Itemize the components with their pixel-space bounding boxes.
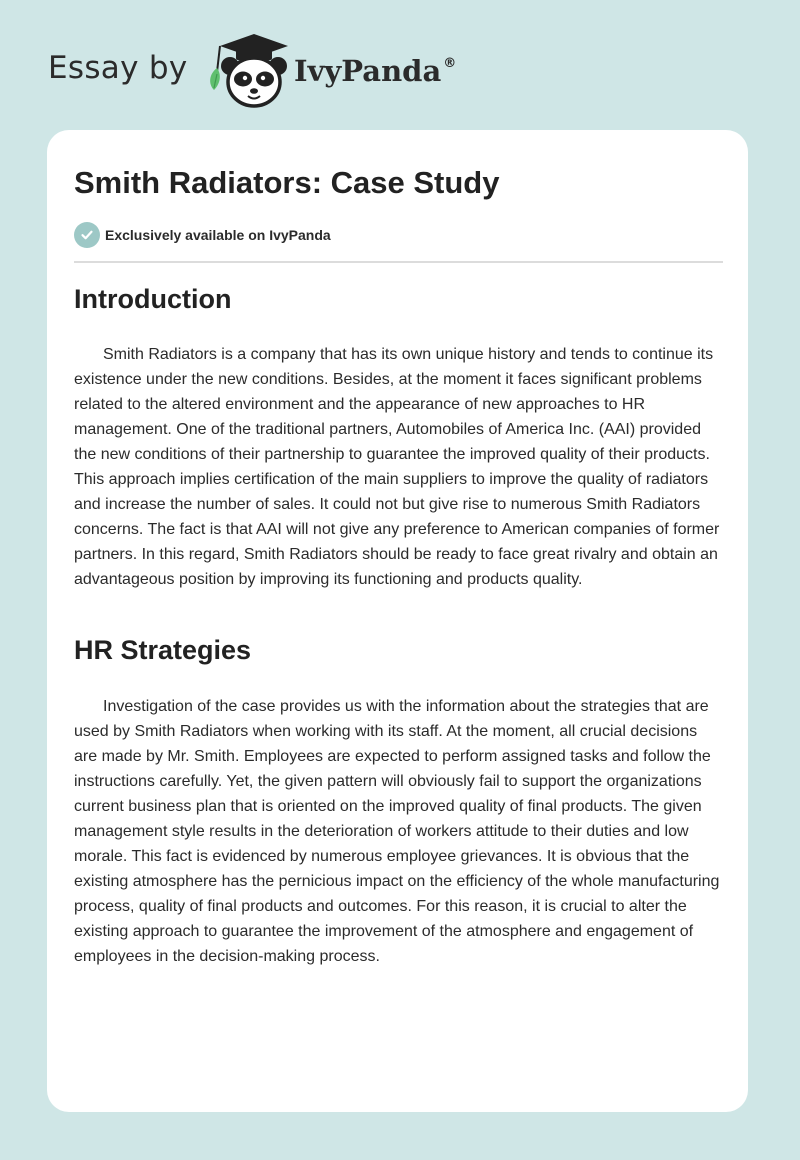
page-title: Smith Radiators: Case Study [74,165,500,200]
section-heading-introduction: Introduction [74,284,232,314]
article-card [47,130,748,1112]
essay-by-label: Essay by [48,50,188,86]
divider [74,261,723,263]
check-icon [74,222,100,248]
exclusive-badge [74,222,331,248]
panda-graduate-icon[interactable] [200,30,292,110]
section-heading-hr-strategies: HR Strategies [74,635,252,665]
brand-text: IvyPanda [294,54,442,88]
brand-name[interactable] [294,54,456,88]
section-paragraph-hr-strategies: Investigation of the case provides us with the information about the strategies that are used by Smith Radiators when working with its staff. At the moment, all crucial decisions are made by Mr. Smith. Employees are expected to perform assigned tasks and follow the instructions carefully. Yet, the given pattern will obviously fail to support the organizations current business plan that is oriented on the improved quality of final products. The given management style results in the deterioration of workers attitude to their duties and low morale. This fact is evidenced by numerous employee grievances. It is obvious that the existing atmosphere has the pernicious impact on the efficiency of the whole manufacturing process, quality of final products and outcomes. For this reason, it is crucial to alter the existing approach to guarantee the improvement of the atmosphere and engagement of employees in the decision-making process. [74,698,720,965]
registered-mark: ® [443,56,457,71]
section-paragraph-introduction: Smith Radiators is a company that has its own unique history and tends to continue its existence under the new conditions. Besides, at the moment it faces significant problems related to the altered environment and the appearance of new approaches to HR management. One of the traditional partners, Automobiles of America Inc. (AAI) provided the new conditions of their partnership to guarantee the improved quality of their products. This approach implies certification of the main suppliers to improve the quality of radiators and increase the number of sales. It could not but give rise to numerous Smith Radiators concerns. The fact is that AAI will not give any preference to American companies of former partners. In this regard, Smith Radiators should be ready to face great rivalry and obtain an advantageous position by improving its functioning and products quality. [74,346,720,588]
exclusive-label: Exclusively available on IvyPanda [105,227,331,243]
site-header [48,30,548,110]
